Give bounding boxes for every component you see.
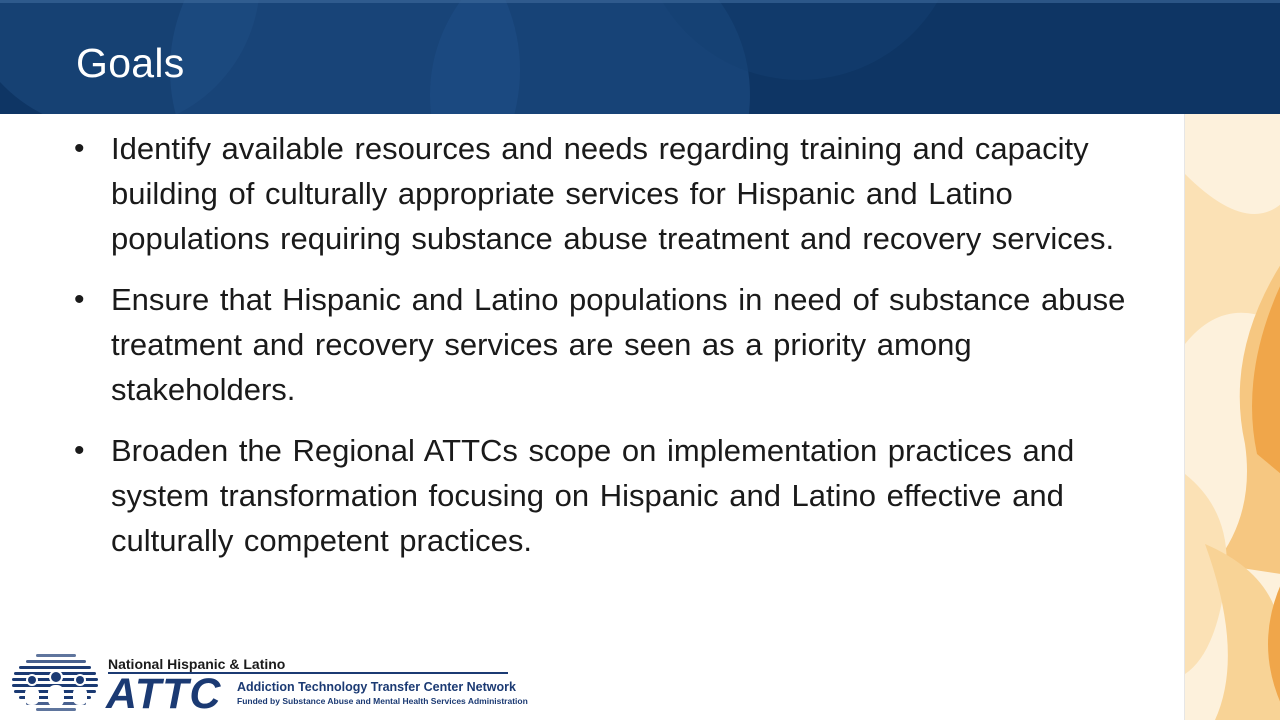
attc-logo: [10, 650, 528, 720]
bullet-item: [74, 126, 1146, 261]
globe-people-icon: [10, 650, 102, 720]
decorative-sidebar: [1184, 114, 1280, 720]
sidebar-decoration: [1185, 114, 1280, 720]
bullet-list: [74, 126, 1146, 563]
logo-wordmark: ATTC: [106, 670, 222, 718]
bullet-text: Ensure that Hispanic and Latino populations in need of substance abuse treatment and recovery services are seen as a priority among stakeholders.: [111, 282, 1126, 407]
bullet-marker: •: [74, 434, 85, 467]
logo-funding-line: Funded by Substance Abuse and Mental Health Services Administration: [237, 696, 528, 706]
title-bar: [0, 0, 1280, 114]
logo-subtitle: Addiction Technology Transfer Center Network: [237, 680, 516, 694]
slide-body: [74, 126, 1146, 579]
slide-title: Goals: [76, 40, 185, 86]
bullet-marker: •: [74, 283, 85, 316]
bullet-marker: •: [74, 132, 85, 165]
header-decoration: [0, 0, 1280, 114]
bullet-text: Broaden the Regional ATTCs scope on implementation practices and system transformation focusing on Hispanic and Latino effective and culturally competent practices.: [111, 433, 1075, 558]
bullet-item: [74, 277, 1146, 412]
bullet-item: [74, 428, 1146, 563]
logo-top-line: National Hispanic & Latino: [108, 656, 286, 672]
bullet-text: Identify available resources and needs regarding training and capacity building of culturally appropriate services for Hispanic and Latino populations requiring substance abuse treatment and recovery services.: [111, 131, 1115, 256]
